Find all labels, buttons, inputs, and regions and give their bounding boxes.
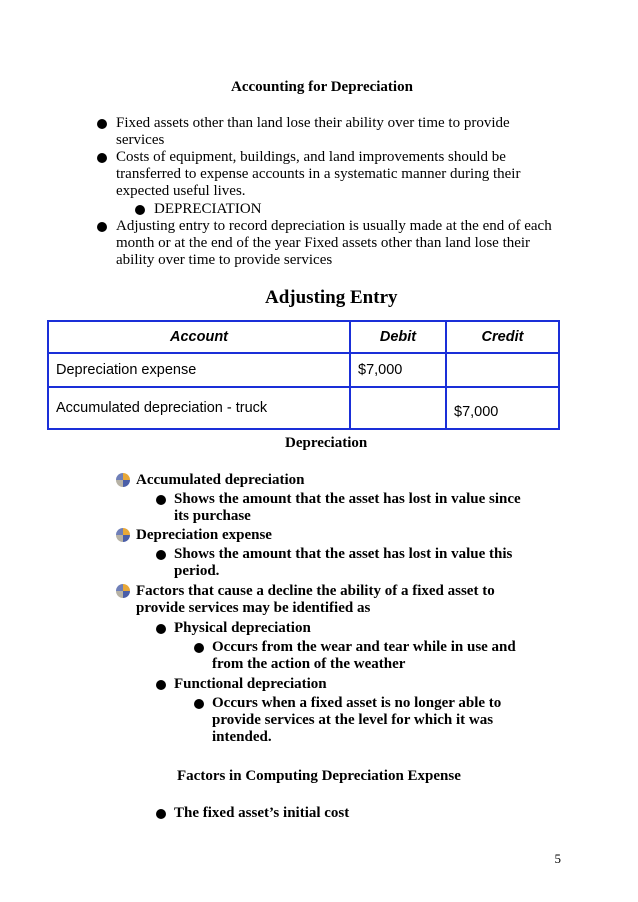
cell-account: Accumulated depreciation - truck: [48, 387, 350, 429]
item-physical-depreciation: Physical depreciation: [174, 620, 311, 636]
bullet-icon: [156, 680, 166, 690]
adjusting-entry-table: [47, 320, 560, 430]
table-header-row: [48, 321, 559, 353]
section-title-accounting: Accounting for Depreciation: [231, 79, 413, 95]
bullet-icon: [97, 119, 107, 129]
bullet-icon: [156, 495, 166, 505]
bullet-icon: [156, 550, 166, 560]
page-number: 5: [554, 851, 561, 866]
physical-sub-text: Occurs from the wear and tear while in use and from the action of the weather: [212, 639, 516, 673]
bullet-icon: [97, 153, 107, 163]
bullet-icon: [194, 643, 204, 653]
table-row: [48, 387, 559, 429]
item-factors: Factors that cause a decline the ability of a fixed asset to provide services may be identified as: [136, 583, 495, 617]
expense-sub-text: Shows the amount that the asset has lost in value this period.: [174, 546, 513, 580]
bullet-icon: [156, 624, 166, 634]
bullet-icon: [156, 809, 166, 819]
pie-bullet-icon: [116, 584, 130, 598]
cell-debit: [350, 387, 446, 429]
depreciation-title: Depreciation: [285, 435, 368, 451]
cell-debit: $7,000: [350, 353, 446, 387]
item-accumulated-depreciation: Accumulated depreciation: [136, 472, 305, 488]
cell-credit: $7,000: [446, 387, 559, 429]
bullet-3-text: Adjusting entry to record depreciation is usually made at the end of each month or at the end of the year Fixed assets other than land lose their ability over time to provide services: [116, 218, 552, 269]
item-functional-depreciation: Functional depreciation: [174, 676, 327, 692]
initial-cost-bullet: The fixed asset’s initial cost: [174, 805, 350, 821]
header-credit: Credit: [446, 321, 559, 353]
adjusting-entry-title: Adjusting Entry: [265, 287, 398, 308]
item-depreciation-expense: Depreciation expense: [136, 527, 272, 543]
bullet-icon: [97, 222, 107, 232]
accum-sub-text: Shows the amount that the asset has lost in value since its purchase: [174, 491, 521, 525]
bullet-2-text: Costs of equipment, buildings, and land improvements should be transferred to expense accounts in a systematic manner during their expected useful lives.: [116, 149, 521, 200]
cell-credit: [446, 353, 559, 387]
cell-account: Depreciation expense: [48, 353, 350, 387]
sub-bullet-icon: [135, 205, 145, 215]
bullet-icon: [194, 699, 204, 709]
sub-bullet-depreciation: DEPRECIATION: [154, 201, 262, 217]
pie-bullet-icon: [116, 528, 130, 542]
factors-computing-title: Factors in Computing Depreciation Expense: [177, 768, 461, 784]
functional-sub-text: Occurs when a fixed asset is no longer able to provide services at the level for which it was intended.: [212, 695, 502, 746]
header-account: Account: [48, 321, 350, 353]
table-row: [48, 353, 559, 387]
pie-bullet-icon: [116, 473, 130, 487]
header-debit: Debit: [350, 321, 446, 353]
bullet-1-text: Fixed assets other than land lose their ability over time to provide services: [116, 115, 510, 149]
